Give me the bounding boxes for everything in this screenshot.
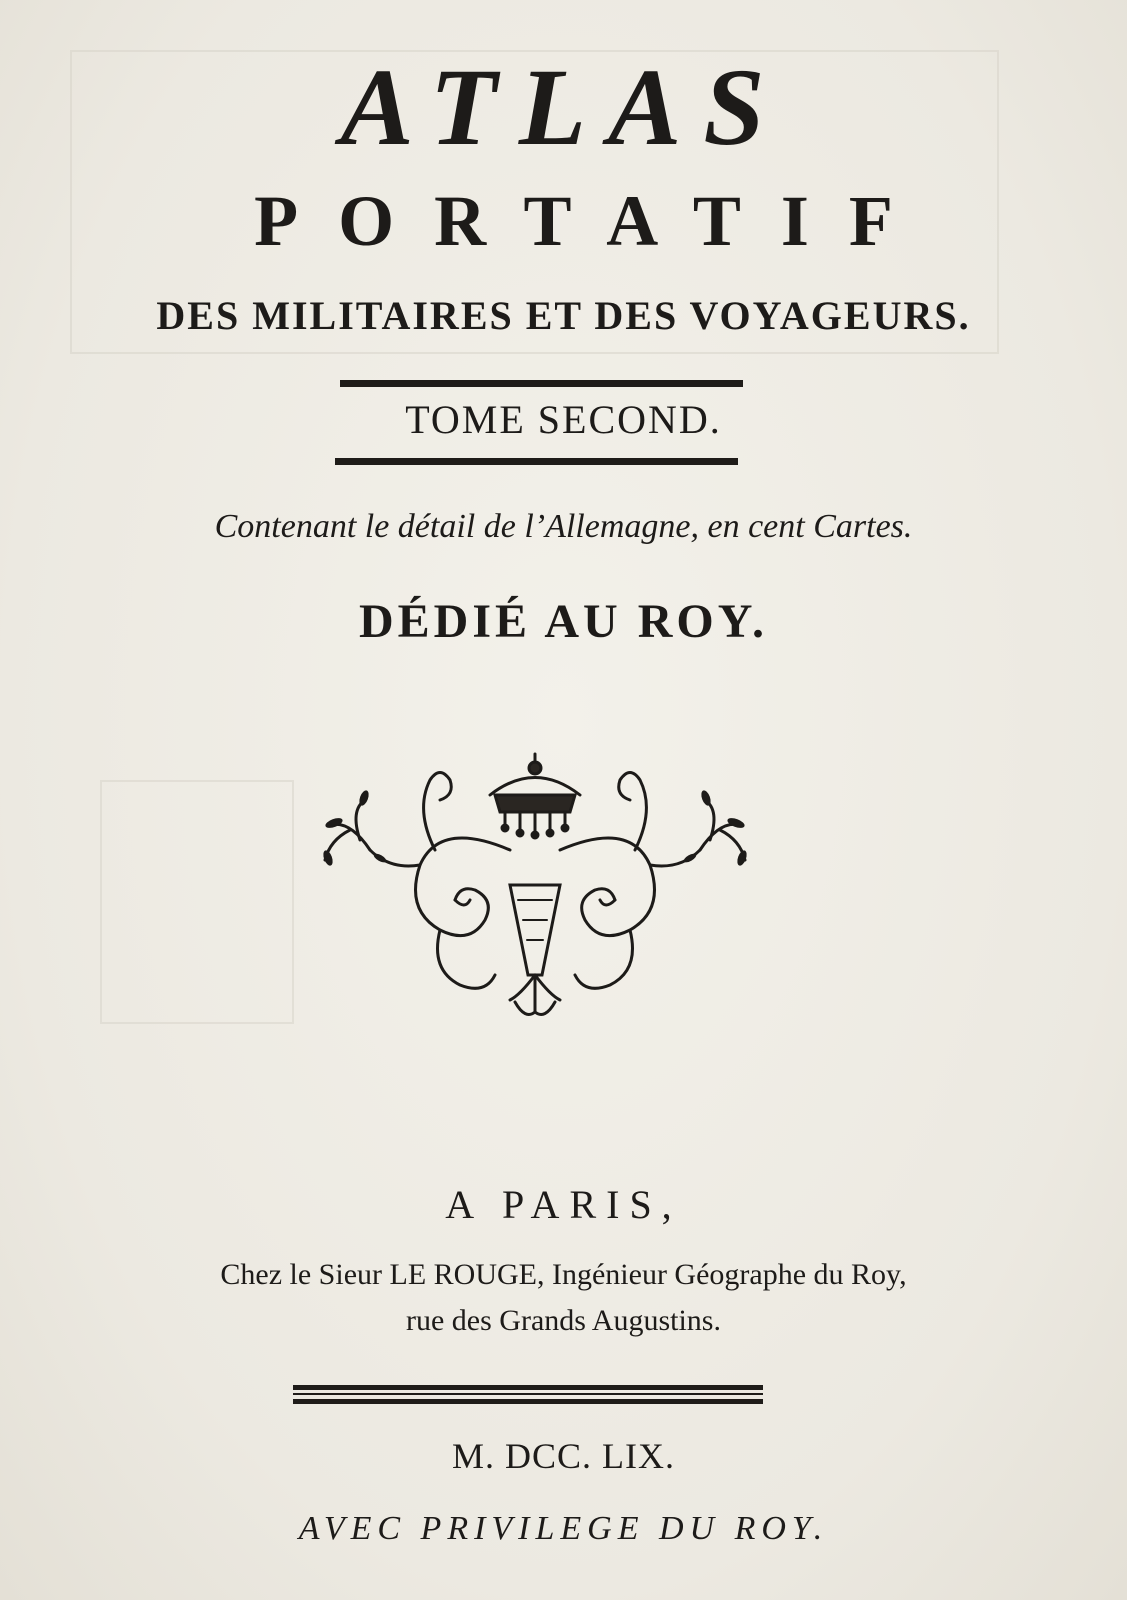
rule-top [340,380,743,387]
baroque-vignette-ornament-icon [320,750,750,1030]
book-subtitle: PORTATIF [254,181,933,261]
rule-below-volume [335,458,738,465]
show-through-vignette [100,780,294,1024]
publication-date: M. DCC. LIX. [451,1436,675,1476]
rule-bottom-thick-2 [293,1399,763,1404]
royal-privilege: AVEC PRIVILEGE DU ROY. [298,1510,829,1547]
dedication: DÉDIÉ AU ROY. [359,595,768,648]
rule-bottom-thin [293,1393,763,1395]
publication-place: A PARIS, [445,1182,682,1227]
book-subtitle-line2: DES MILITAIRES ET DES VOYAGEURS. [156,293,971,338]
contents-description: Contenant le détail de l’Allemagne, en cent Cartes. [214,508,913,545]
publisher-line-2: rue des Grands Augustins. [406,1304,721,1337]
book-title: ATLAS [340,46,787,168]
publisher-line-1: Chez le Sieur LE ROUGE, Ingénieur Géographe du Roy, [220,1258,907,1291]
volume-label: TOME SECOND. [405,397,722,442]
rule-bottom-thick [293,1385,763,1390]
